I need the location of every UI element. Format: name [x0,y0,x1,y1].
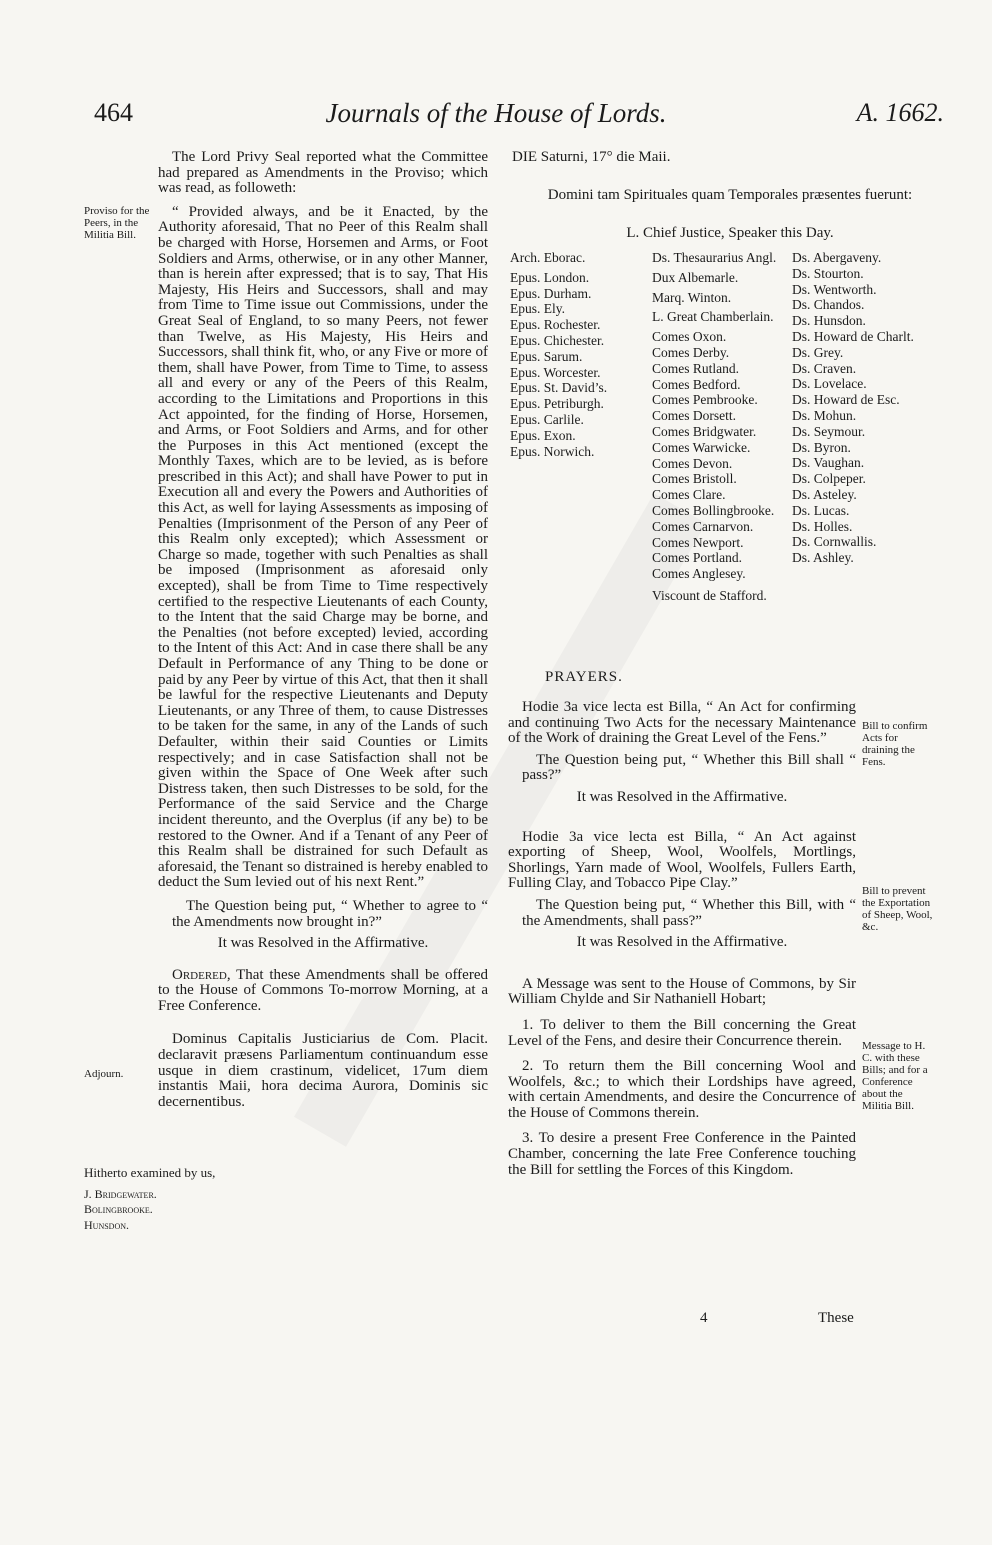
ordered-para [158,968,488,1015]
lord-name: Viscount de Stafford. [652,587,767,603]
lord-name: Comes Bedford. [652,376,741,392]
examined-block [84,1165,384,1233]
message-item-1: 1. To deliver to them the Bill concerning the Great Level of the Fens, and desire their Concurrence therein. [508,1016,856,1049]
message-para: A Message was sent to the House of Commons, by Sir William Chylde and Sir Nathaniell Hobart; [508,975,856,1008]
margin-note-bill-fens: Bill to confirm Acts for draining the Fens. [862,720,928,768]
margin-note-proviso: Proviso for the Peers, in the Militia Bill. [84,205,150,241]
lord-name: Comes Devon. [652,455,733,471]
question-fens: The Question being put, “ Whether this Bill shall “ pass?” [522,751,856,784]
page-number: 464 [94,98,133,127]
margin-note-bill-wool: Bill to prevent the Exportation of Sheep, Wool, &c. [862,885,933,933]
lord-name: Epus. Chichester. [510,332,605,348]
lord-name: Epus. Exon. [510,427,576,443]
lord-name: Ds. Hunsdon. [792,313,866,329]
lord-name: Ds. Byron. [792,439,851,455]
question-line: The Question being put, “ Whether to agree to “ the Amendments now brought in?” [172,897,488,930]
lord-name: Epus. Rochester. [510,317,601,333]
lord-name: Ds. Howard de Esc. [792,392,900,408]
lord-name: Epus. London. [510,269,590,285]
lord-name: Comes Bollingbrooke. [652,502,775,518]
lord-name: Ds. Mohun. [792,407,857,423]
bill-wool: Hodie 3a vice lecta est Billa, “ An Act against exporting of Sheep, Wool, Woolfels, Mortlings, Shorlings, Yarn made of Wool, Woolfels, Fullers Earth, Fulling Clay, and Tobacco Pipe Clay.” [508,828,856,892]
ordered-text: That these Amendments shall be offered to the House of Commons To-morrow Morning, at a Free Conference. [158,966,488,1014]
present-line: Domini tam Spirituales quam Temporales præsentes fuerunt: [547,187,913,203]
lord-name: Comes Rutland. [652,360,739,376]
lord-name: Arch. Eborac. [510,250,586,265]
adjourn-para: Dominus Capitalis Justiciarius de Com. Placit. declaravit præsens Parliamentum continuandum esse usque in diem crastinum, videlicet, 17um diem instantis Maii, hora decima Aurora, Dominis sic decernentibus. [158,1031,488,1110]
lord-name: Comes Derby. [652,344,730,360]
lord-name: Epus. Durham. [510,285,592,301]
lord-name: Marq. Winton. [652,289,732,305]
right-body [508,700,856,1178]
lord-name: Comes Pembrooke. [652,392,758,408]
left-column [158,150,488,1110]
lord-name: Ds. Asteley. [792,486,857,502]
proviso-text: “ Provided always, and be it Enacted, by the Authority aforesaid, That no Peer of this Realm shall be charged with Horse, Horsemen and Arms, or Foot Soldiers and Arms, otherwise, or in any other Manner, than is herein after expressed; that is to say, That His Majesty, His Heirs and Successors, shall and may from Time to Time issue out Commissions, under the Great Seal of England, to so many Peers, not fewer than Twelve, as His Majesty, His Heirs and Successors, shall think fit, who, or any Five or more of them, shall have Power, from Time to Time, to assess all and every or any of the Peers of this Realm, according to the Limitations and Proportions in this Act appointed, for the finding of Horse, Horsemen, and Arms, or Foot Soldiers and Arms, and for other the Purposes in this Act mentioned (except the Monthly Taxes, which are to be levied, as is before prescribed in this Act); and shall have Power to put in Execution all and every the Powers and Authorities of this Act, as well for laying Assessments as imposing of Penalties (Imprisonment of the Person of any Peer of this Realm only excepted); which Assessment or Charge so made, together with such Penalties as shall be imposed (Imprisonment as aforesaid only excepted), shall be from Time to Time respectively certified to the respective Lieutenants of each County, to the Intent that the said Charge may be borne, and the Penalties (not before excepted) levied, according to the Intent of this Act: And in case there shall be any Default in Performance of any Thing to be done or paid by any Peer by virtue of this Act, that then it shall be lawful for the respective Lieutenants and Deputy Lieutenants, or any Three of them, to cause Distresses to be taken for the same, in any of the Lands of such Defaulter, within their said Counties or Limits respectively; and in case Satisfaction shall not be given within the Space of One Week after such Distress taken, then such Distresses to be sold, for the Performance of the said Service and the Charge incident thereunto, and the Overplus (if any be) to be restored to the Owner. And if a Tenant of any Peer of this Realm shall be distrained for such Default as aforesaid, the Tenant so distrained is hereby enabled to deduct the Sum levied out of his next Rent.” [158,203,488,891]
question-wool: The Question being put, “ Whether this Bill, with “ the Amendments, shall pass?” [522,896,856,929]
lord-name: Comes Bridgwater. [652,423,757,439]
barons-list [792,250,914,566]
lord-name: Epus. Ely. [510,301,565,317]
lord-name: Ds. Grey. [792,344,844,360]
lord-name: Comes Warwicke. [652,439,751,455]
lord-name: Comes Dorsett. [652,408,736,424]
bill-fens: Hodie 3a vice lecta est Billa, “ An Act for confirming and continuing Two Acts for the necessary Maintenance of the Work of draining the Great Level of the Fens.” [508,699,856,747]
lord-name: Comes Anglesey. [652,566,746,582]
ordered-word: Ordered, [172,966,231,983]
message-item-2: 2. To return them the Bill concerning Wool and Woolfels, &c.; to which their Lordships have agreed, with certain Amendments, and desire the Concurrence of the House of Commons therein. [508,1058,856,1121]
lord-name: Ds. Colpeper. [792,471,866,487]
lord-name: Comes Oxon. [652,329,727,345]
signer: Hunsdon. [84,1217,130,1232]
resolved-fens: It was Resolved in the Affirmative. [576,788,788,805]
temporal-lords-list [652,250,782,604]
examined-line: Hitherto examined by us, [84,1165,216,1180]
lord-name: L. Great Chamberlain. [652,309,774,325]
margin-note-adjourn: Adjourn. [84,1068,124,1080]
lord-name: Epus. St. David’s. [510,380,608,396]
lord-name: Epus. Sarum. [510,348,583,364]
lord-name: Ds. Vaughan. [792,455,865,471]
lord-name: Ds. Thesaurarius Angl. [652,250,777,265]
prayers-heading: PRAYERS. [545,669,623,685]
lord-name: Ds. Cornwallis. [792,534,877,550]
message-item-3: 3. To desire a present Free Conference in the Painted Chamber, concerning the late Free Conference touching the Bill for settling the Forces of this Kingdom. [508,1130,856,1178]
resolved-wool: It was Resolved in the Affirmative. [576,934,788,951]
margin-note-message: Message to H. C. with these Bills; and for a Conference about the Militia Bill. [862,1040,928,1112]
lord-name: Ds. Lovelace. [792,376,867,392]
lord-name: Epus. Carlile. [510,411,584,427]
lord-name: Ds. Seymour. [792,423,866,439]
lord-name: Ds. Wentworth. [792,281,877,297]
lord-name: Ds. Chandos. [792,297,865,313]
signer: J. Bridgewater. [84,1186,157,1201]
lord-name: Comes Clare. [652,487,726,503]
page-title: Journals of the House of Lords. [325,98,667,128]
page-header [0,98,992,138]
speaker-line: L. Chief Justice, Speaker this Day. [626,225,834,241]
lord-name: Comes Carnarvon. [652,518,754,534]
lord-name: Epus. Petriburgh. [510,396,604,412]
lord-name: Comes Bristoll. [652,471,737,487]
page-year: A. 1662. [856,98,944,127]
lord-name: Comes Newport. [652,534,744,550]
lord-name: Ds. Craven. [792,360,857,376]
lord-name: Dux Albemarle. [652,269,739,285]
report-intro: The Lord Privy Seal reported what the Committee had prepared as Amendments in the Proviso; which was read, as followeth: [158,149,488,197]
lord-name: Epus. Worcester. [510,364,601,380]
date-line: DIE Saturni, 17° die Maii. [512,149,671,165]
lord-name: Ds. Howard de Charlt. [792,328,914,344]
lord-name: Ds. Holles. [792,518,853,534]
lord-name: Epus. Norwich. [510,443,595,459]
resolved-line: It was Resolved in the Affirmative. [217,935,429,952]
catchword: These [818,1310,854,1326]
lord-name: Ds. Lucas. [792,502,850,518]
lord-name: Ds. Ashley. [792,550,854,566]
signature-mark: 4 [700,1310,708,1326]
signer: Bolingbrooke. [84,1202,153,1217]
lord-name: Ds. Abergaveny. [792,250,882,265]
lord-name: Comes Portland. [652,550,742,566]
lord-name: Ds. Stourton. [792,265,864,281]
spiritual-lords-list [510,250,607,459]
